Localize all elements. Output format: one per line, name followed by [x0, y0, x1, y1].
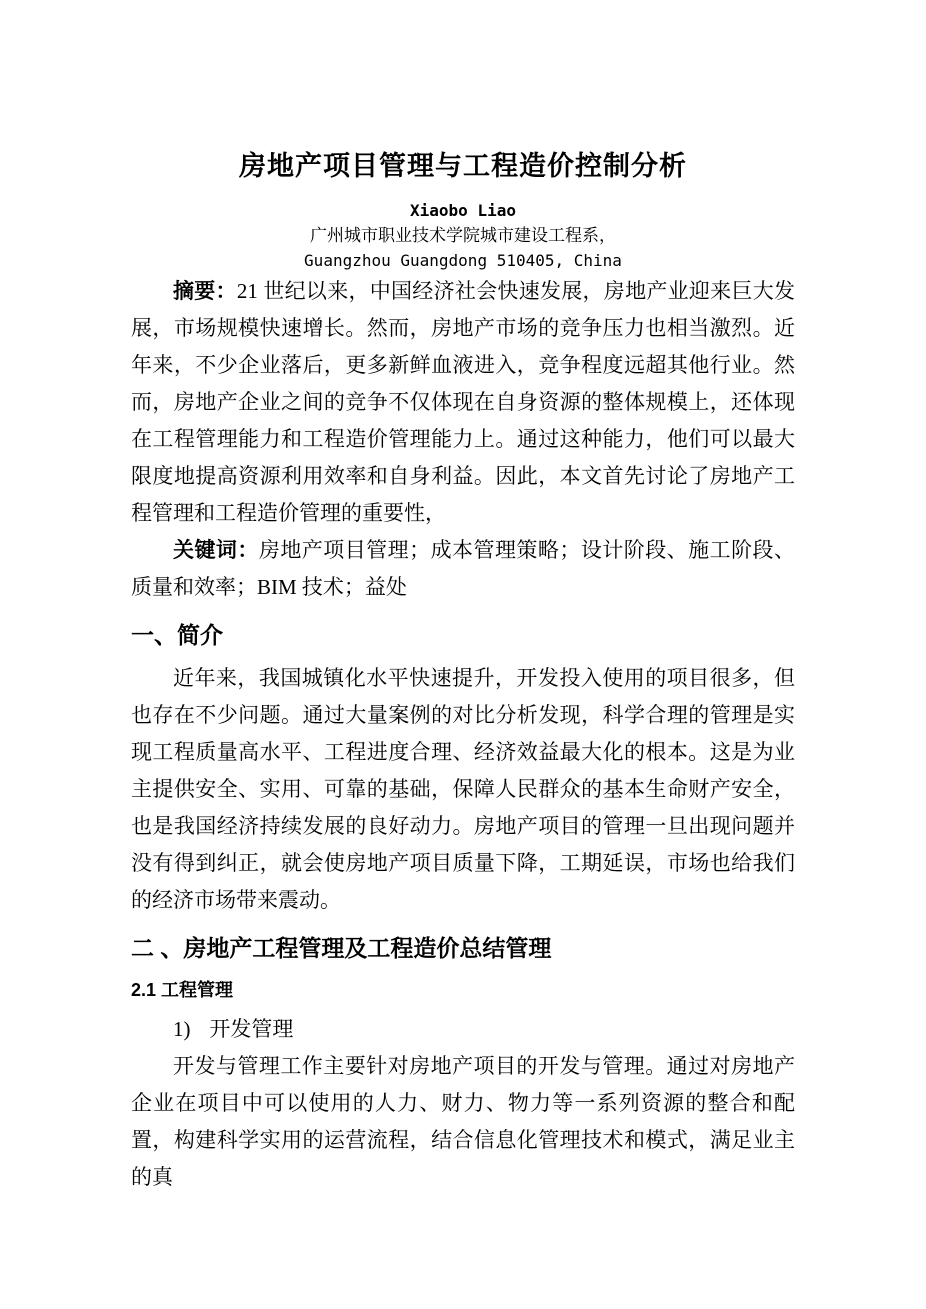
list-item-text: 开发管理: [209, 1017, 294, 1041]
section-2-paragraph: 开发与管理工作主要针对房地产项目的开发与管理。通过对房地产企业在项目中可以使用的人力、财力、物力等一系列资源的整合和配置，构建科学实用的运营流程，结合信息化管理技术和模式，满足业主的真: [131, 1054, 795, 1189]
keywords-text: 房地产项目管理；成本管理策略；设计阶段、施工阶段、质量和效率；BIM 技术；益处: [131, 538, 795, 599]
list-item-marker: 1): [173, 1017, 191, 1041]
paper-title: 房地产项目管理与工程造价控制分析: [239, 151, 687, 181]
keywords-label: 关键词：: [173, 538, 259, 562]
abstract-text: 21 世纪以来，中国经济社会快速发展，房地产业迎来巨大发展，市场规模快速增长。然而，房地产市场的竞争压力也相当激烈。近年来，不少企业落后，更多新鲜血液进入，竞争程度远超其他行业。然而，房地产企业之间的竞争不仅体现在自身资源的整体规模上，还体现在工程管理能力和工程造价管理能力上。通过这种能力，他们可以最大限度地提高资源利用效率和自身利益。因此，本文首先讨论了房地产工程管理和工程造价管理的重要性，: [131, 279, 796, 525]
section-1-paragraph: 近年来，我国城镇化水平快速提升，开发投入使用的项目很多，但也存在不少问题。通过大量案例的对比分析发现，科学合理的管理是实现工程质量高水平、工程进度合理、经济效益最大化的根本。这是为业主提供安全、实用、可靠的基础，保障人民群众的基本生命财产安全，也是我国经济持续发展的良好动力。房地产项目的管理一旦出现问题并没有得到纠正，就会使房地产项目质量下降，工期延误，市场也给我们的经济市场带来震动。: [131, 666, 795, 912]
author-affiliation: 广州城市职业技术学院城市建设工程系，: [310, 226, 616, 245]
section-2-heading: 二 、房地产工程管理及工程造价总结管理: [131, 935, 552, 961]
subsection-2-1-heading: 2.1 工程管理: [131, 980, 234, 1000]
abstract-paragraph: [131, 273, 795, 532]
author-address: Guangzhou Guangdong 510405, China: [304, 251, 622, 270]
list-item-development-management: [131, 1011, 795, 1048]
author-name: Xiaobo Liao: [410, 201, 516, 220]
abstract-label: 摘要：: [173, 279, 237, 303]
keywords-paragraph: [131, 532, 795, 606]
section-1-heading: 一、简介: [131, 622, 223, 648]
